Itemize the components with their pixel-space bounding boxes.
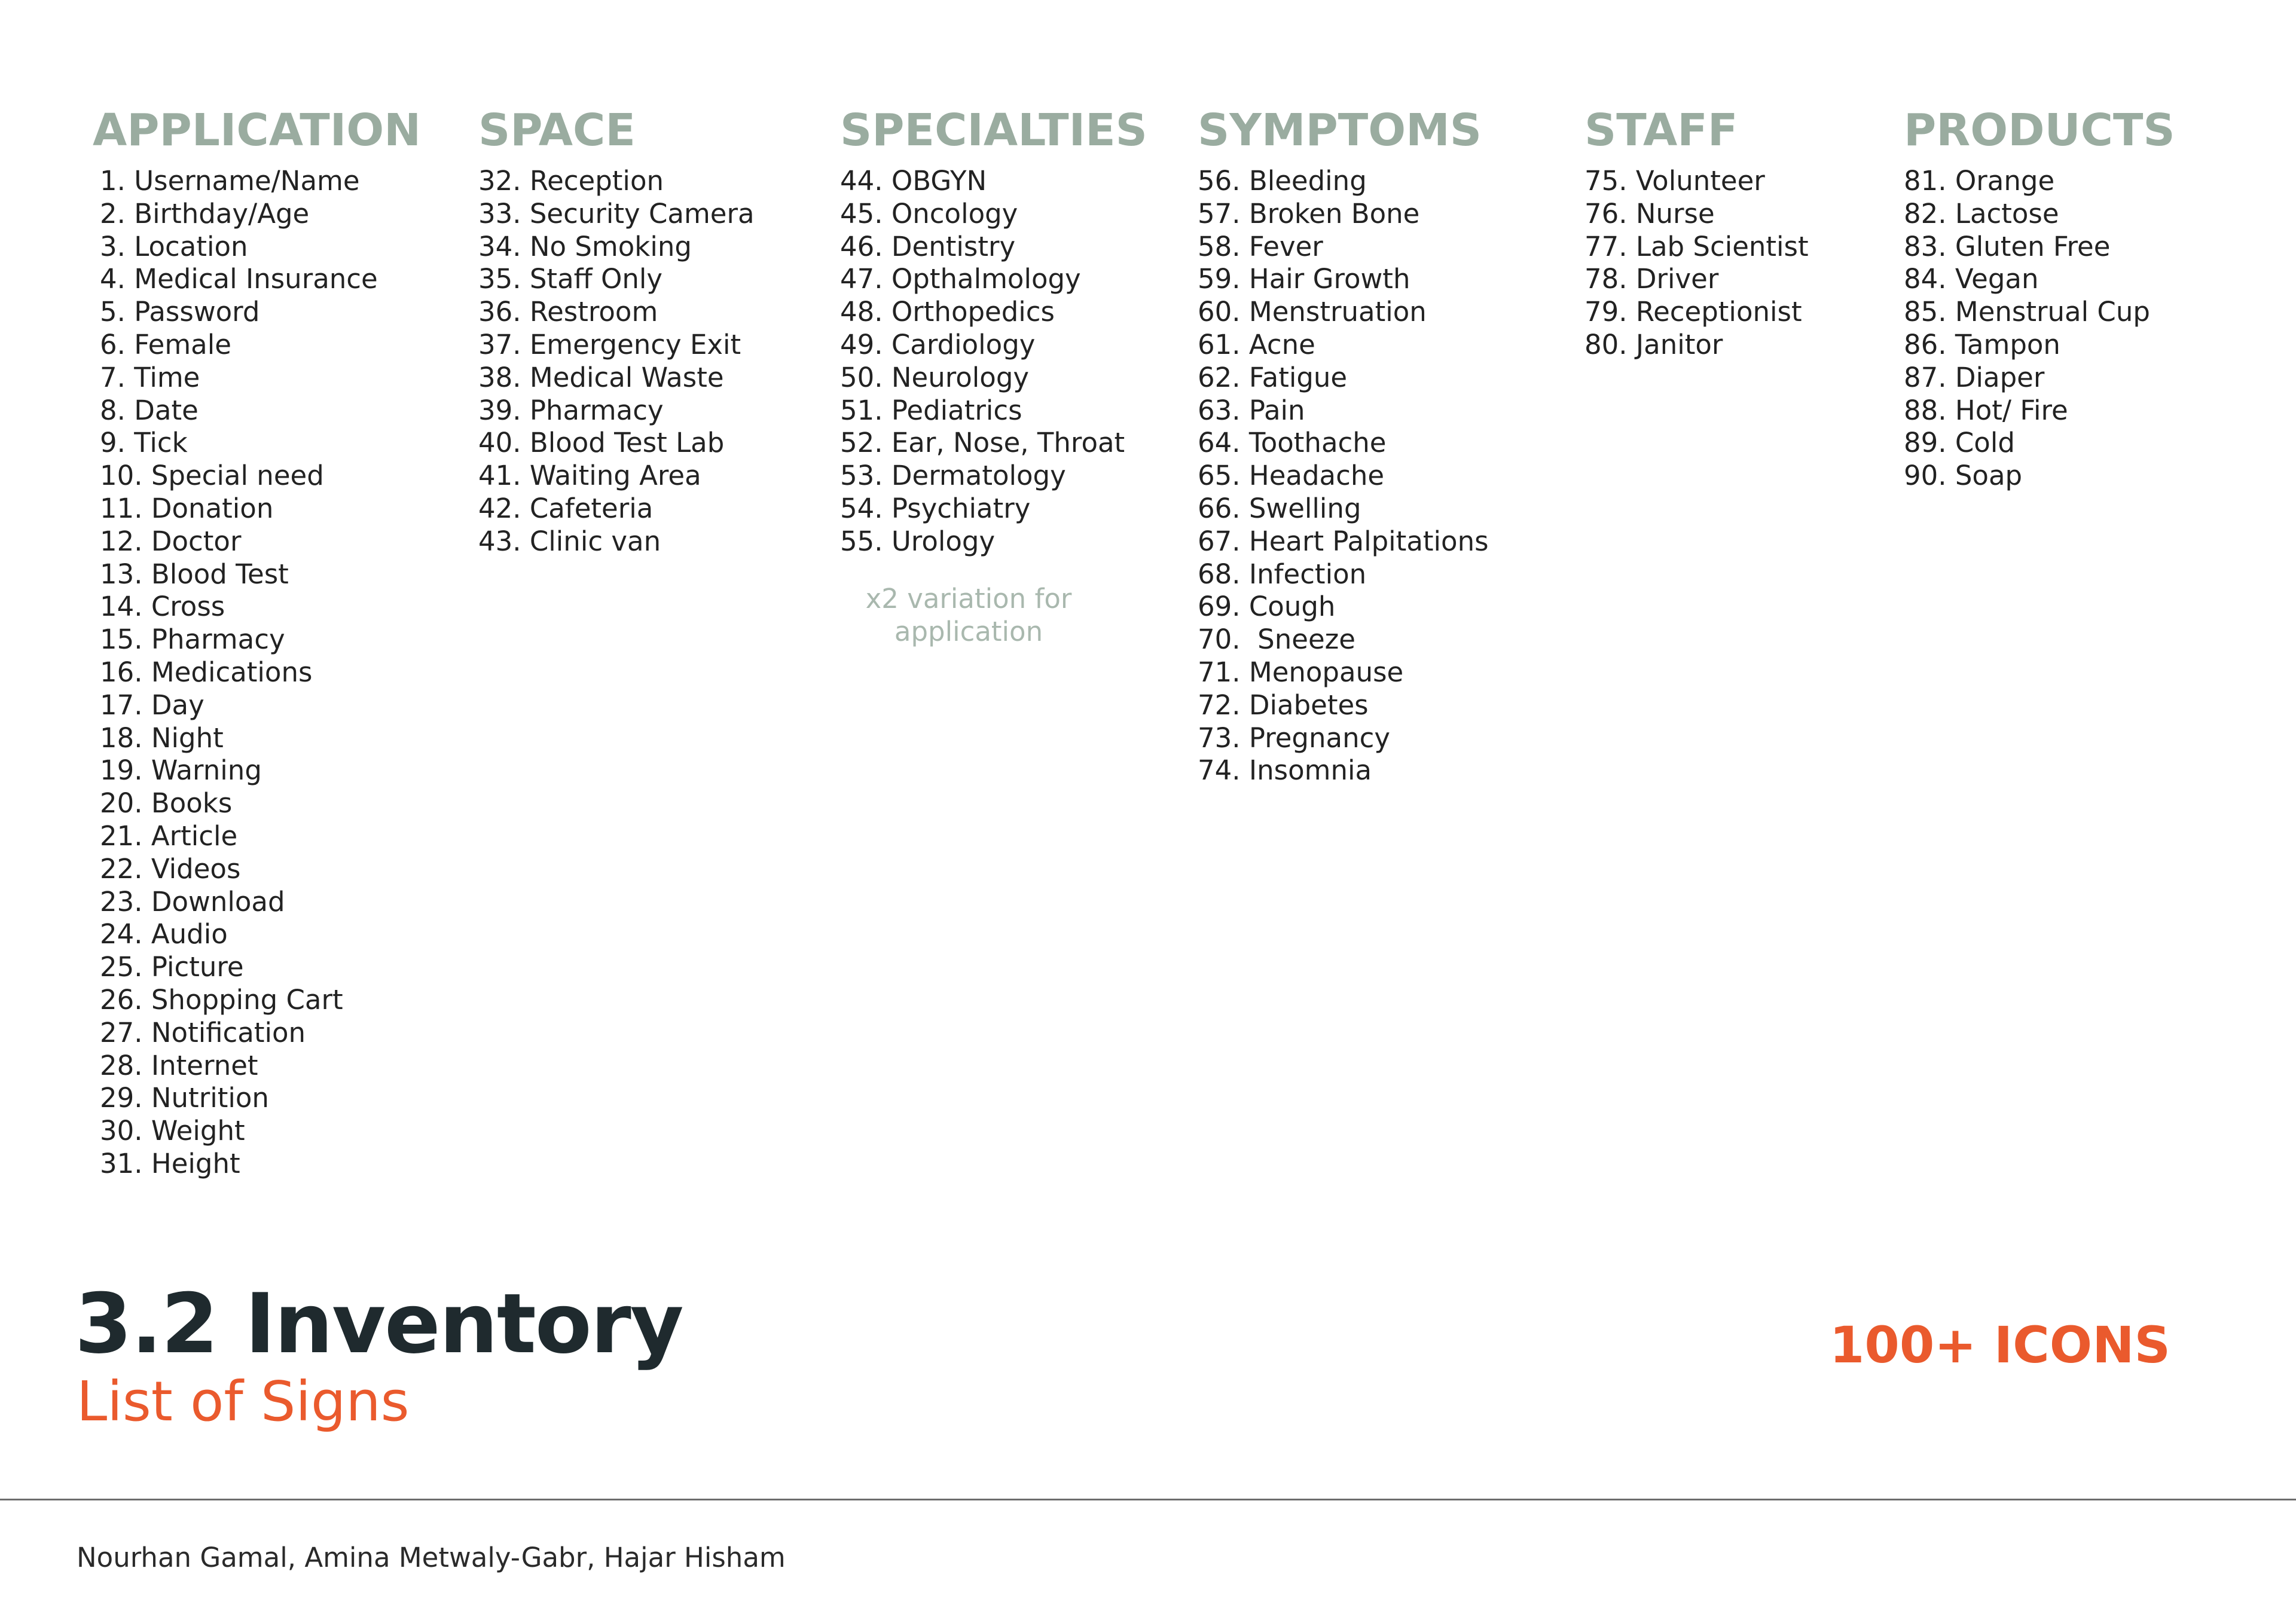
sign-list-item: 29. Nutrition xyxy=(100,1082,269,1114)
sign-list-item: 75. Volunteer xyxy=(1584,165,1765,197)
sign-list-item: 46. Dentistry xyxy=(840,230,1016,262)
column-products xyxy=(1904,102,2175,493)
sign-list-item: 44. OBGYN xyxy=(840,165,987,197)
sign-list-item: 50. Neurology xyxy=(840,361,1030,393)
sign-list-item: 80. Janitor xyxy=(1584,328,1723,360)
sign-list-item: 42. Cafeteria xyxy=(478,492,654,524)
sign-list-item: 18. Night xyxy=(100,722,224,754)
column-symptoms xyxy=(1198,102,1489,787)
sign-list-item: 31. Height xyxy=(100,1147,240,1179)
sign-list-item: 4. Medical Insurance xyxy=(100,263,378,295)
sign-list-item: 52. Ear, Nose, Throat xyxy=(840,427,1125,459)
sign-list-item: 57. Broken Bone xyxy=(1198,197,1420,230)
sign-list-staff xyxy=(1584,165,1809,362)
sign-list-item: 25. Picture xyxy=(100,951,244,983)
sign-list-item: 85. Menstrual Cup xyxy=(1904,296,2150,328)
sign-list-specialties xyxy=(840,165,1147,558)
sign-list-item: 74. Insomnia xyxy=(1198,754,1372,787)
sign-list-item: 73. Pregnancy xyxy=(1198,722,1390,754)
sign-list-item: 32. Reception xyxy=(478,165,664,197)
sign-list-item: 39. Pharmacy xyxy=(478,394,664,426)
sign-list-item: 26. Shopping Cart xyxy=(100,983,343,1016)
sign-list-item: 71. Menopause xyxy=(1198,656,1404,688)
sign-list-item: 14. Cross xyxy=(100,591,225,623)
sign-list-application xyxy=(93,165,421,1181)
sign-list-item: 70. Sneeze xyxy=(1198,623,1355,656)
sign-list-item: 40. Blood Test Lab xyxy=(478,427,725,459)
sign-list-item: 12. Doctor xyxy=(100,525,242,557)
sign-list-item: 68. Infection xyxy=(1198,558,1367,590)
sign-list-item: 10. Special need xyxy=(100,460,324,492)
sign-list-item: 77. Lab Scientist xyxy=(1584,230,1809,262)
sign-list-item: 6. Female xyxy=(100,328,231,360)
sign-list-item: 51. Pediatrics xyxy=(840,394,1022,426)
sign-list-item: 64. Toothache xyxy=(1198,427,1387,459)
sign-list-item: 56. Bleeding xyxy=(1198,165,1367,197)
sign-list-item: 27. Notification xyxy=(100,1016,306,1049)
sign-list-item: 90. Soap xyxy=(1904,460,2023,492)
column-specialties xyxy=(840,102,1147,648)
sign-list-item: 60. Menstruation xyxy=(1198,296,1427,328)
sign-list-item: 8. Date xyxy=(100,394,199,426)
sign-list-item: 7. Time xyxy=(100,361,200,393)
sign-list-item: 15. Pharmacy xyxy=(100,623,285,656)
sign-list-space xyxy=(478,165,755,558)
sign-list-item: 88. Hot/ Fire xyxy=(1904,394,2068,426)
sign-list-products xyxy=(1904,165,2175,493)
sign-list-item: 16. Medications xyxy=(100,656,313,688)
sign-list-item: 28. Internet xyxy=(100,1049,258,1081)
column-heading-products: PRODUCTS xyxy=(1904,105,2175,156)
sign-list-item: 78. Driver xyxy=(1584,263,1719,295)
sign-list-item: 9. Tick xyxy=(100,427,188,459)
sign-list-item: 35. Staff Only xyxy=(478,263,663,295)
authors-credit: Nourhan Gamal, Amina Metwaly-Gabr, Hajar Hisham xyxy=(77,1542,786,1573)
sign-list-item: 47. Opthalmology xyxy=(840,263,1081,295)
sign-list-item: 83. Gluten Free xyxy=(1904,230,2111,262)
sign-list-item: 72. Diabetes xyxy=(1198,689,1369,721)
sign-list-item: 81. Orange xyxy=(1904,165,2055,197)
sign-list-item: 82. Lactose xyxy=(1904,197,2059,230)
sign-list-item: 30. Weight xyxy=(100,1115,245,1147)
sign-list-item: 37. Emergency Exit xyxy=(478,328,741,360)
sign-list-item: 17. Day xyxy=(100,689,204,721)
sign-list-item: 89. Cold xyxy=(1904,427,2015,459)
sign-list-symptoms xyxy=(1198,165,1489,787)
sign-list-item: 22. Videos xyxy=(100,852,241,885)
page-title: 3.2 Inventory xyxy=(75,1276,683,1372)
sign-list-item: 11. Donation xyxy=(100,492,274,524)
sign-list-item: 66. Swelling xyxy=(1198,492,1361,524)
page-subtitle: List of Signs xyxy=(77,1370,410,1434)
sign-list-item: 20. Books xyxy=(100,787,233,820)
column-heading-space: SPACE xyxy=(478,105,636,156)
sign-list-item: 87. Diaper xyxy=(1904,361,2045,393)
column-heading-application: APPLICATION xyxy=(93,105,422,156)
column-staff xyxy=(1584,102,1809,362)
variation-note: x2 variation for application xyxy=(865,582,1072,647)
sign-list-item: 61. Acne xyxy=(1198,328,1315,360)
sign-list-item: 54. Psychiatry xyxy=(840,492,1031,524)
sign-list-item: 69. Cough xyxy=(1198,591,1336,623)
sign-list-item: 21. Article xyxy=(100,820,238,852)
sign-list-item: 2. Birthday/Age xyxy=(100,197,310,230)
sign-list-item: 86. Tampon xyxy=(1904,328,2060,360)
sign-list-item: 19. Warning xyxy=(100,754,262,787)
sign-list-item: 79. Receptionist xyxy=(1584,296,1802,328)
sign-list-item: 3. Location xyxy=(100,230,248,262)
sign-list-item: 1. Username/Name xyxy=(100,165,360,197)
sign-list-item: 13. Blood Test xyxy=(100,558,289,590)
sign-list-item: 45. Oncology xyxy=(840,197,1018,230)
icon-count-badge: 100+ ICONS xyxy=(1829,1316,2170,1374)
sign-list-item: 43. Clinic van xyxy=(478,525,661,557)
sign-list-item: 62. Fatigue xyxy=(1198,361,1348,393)
sign-list-item: 24. Audio xyxy=(100,918,228,950)
sign-list-item: 5. Password xyxy=(100,296,260,328)
column-space xyxy=(478,102,755,558)
sign-list-item: 49. Cardiology xyxy=(840,328,1036,360)
column-heading-symptoms: SYMPTOMS xyxy=(1198,105,1482,156)
sign-list-item: 58. Fever xyxy=(1198,230,1323,262)
sign-list-item: 76. Nurse xyxy=(1584,197,1715,230)
sign-list-item: 84. Vegan xyxy=(1904,263,2039,295)
sign-list-item: 38. Medical Waste xyxy=(478,361,724,393)
sign-list-item: 65. Headache xyxy=(1198,460,1385,492)
sign-list-item: 63. Pain xyxy=(1198,394,1305,426)
sign-list-item: 67. Heart Palpitations xyxy=(1198,525,1489,557)
sign-list-item: 48. Orthopedics xyxy=(840,296,1055,328)
sign-list-item: 33. Security Camera xyxy=(478,197,755,230)
footer-divider xyxy=(0,1499,2296,1500)
sign-list-item: 59. Hair Growth xyxy=(1198,263,1410,295)
sign-list-item: 23. Download xyxy=(100,885,285,918)
sign-list-item: 36. Restroom xyxy=(478,296,658,328)
column-heading-specialties: SPECIALTIES xyxy=(840,105,1147,156)
column-heading-staff: STAFF xyxy=(1584,105,1738,156)
sign-list-item: 41. Waiting Area xyxy=(478,460,701,492)
sign-list-item: 55. Urology xyxy=(840,525,996,557)
column-application xyxy=(93,102,421,1181)
sign-list-item: 34. No Smoking xyxy=(478,230,692,262)
sign-list-item: 53. Dermatology xyxy=(840,460,1066,492)
